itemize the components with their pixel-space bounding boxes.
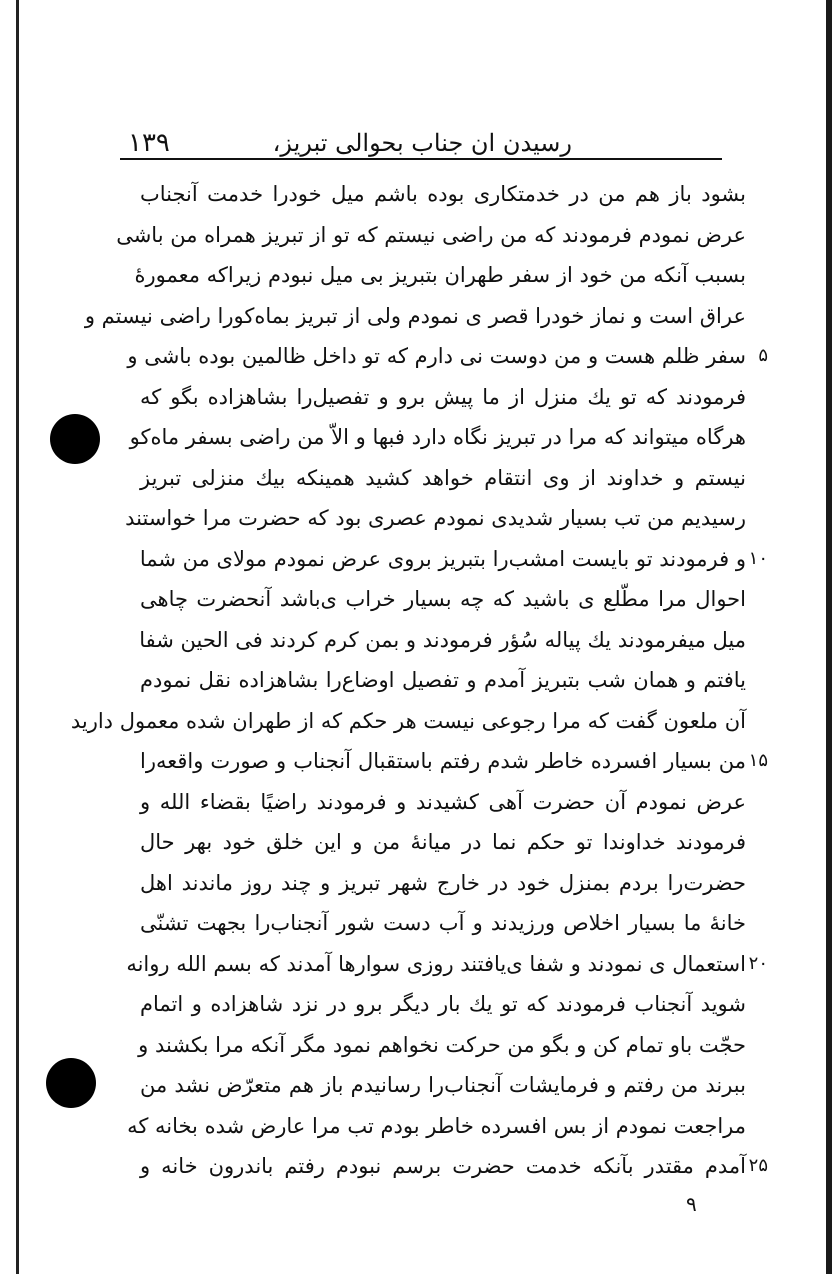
text-line (120, 944, 768, 985)
text-line-content: عرض نمودم فرمودند که من راضی نیستم که تو از تبریز همراه من باشی (116, 222, 746, 247)
text-line (120, 741, 768, 782)
text-line (120, 417, 746, 458)
text-line-content: آن ملعون گفت که مرا رجوعی نیست هر حکم که از طهران شده معمول داريد (70, 708, 746, 733)
text-line-content: حجّت باو تمام کن و بگو من حرکت نخواهم نمود مگر آنکه مرا بکشند و (138, 1032, 746, 1057)
text-line (120, 782, 746, 823)
text-line (84, 296, 746, 337)
text-line (120, 458, 746, 499)
signature-mark: ۹ (686, 1192, 697, 1216)
page-header (120, 126, 722, 162)
text-line-content: آمدم مقتدر بآنکه خدمت حضرت برسم نبودم رفتم باندرون خانه و (140, 1154, 746, 1178)
line-number-marker: ۲۰ (748, 952, 768, 974)
text-line (120, 660, 746, 701)
text-line-content: نیستم و خداوند از وی انتقام خواهد کشید همینکه بیك منزلی تبریز (140, 465, 746, 490)
page-left-edge (16, 0, 19, 1274)
text-line-content: عرض نمودم آن حضرت آهی کشیدند و فرمودند راضیًا بقضاء الله و (140, 789, 746, 814)
text-line (120, 822, 746, 863)
text-line-content: بسبب آنکه من خود از سفر طهران بتبریز بی میل نبودم زیراکه معمورهٔ (134, 263, 746, 287)
text-line-content: هرگاه میتواند که مرا در تبریز نگاه دارد فبها و الاّ من راضی بسفر ماه‌کو (129, 425, 746, 449)
text-line (120, 1065, 746, 1106)
page-number: ۱۳۹ (128, 128, 170, 158)
text-line-content: من بسیار افسرده خاطر شدم رفتم باستقبال آنجناب و صورت واقعه‌را (140, 749, 746, 773)
running-title: رسیدن ان جناب بحوالی تبریز، (272, 129, 572, 157)
text-line-content: خانهٔ ما بسیار اخلاص ورزیدند و آب دست شور آنجناب‌را بجهت تشنّی (140, 911, 746, 935)
text-line-content: رسیدیم من تب بسیار شدیدی نمودم عصری بود که حضرت مرا خواستند (125, 506, 746, 530)
text-line (70, 701, 746, 742)
text-line (120, 539, 768, 580)
text-line-content: یافتم و همان شب بتبریز آمدم و تفصیل اوضاع‌را بشاهزاده نقل نمودم (140, 668, 746, 692)
text-line-content: فرمودند خداوندا تو حکم نما در میانهٔ من و این خلق خود بهر حال (140, 830, 746, 854)
text-line-content: سفر ظلم هست و من دوست نی دارم که تو داخل ظالمین بوده باشی و (127, 344, 746, 368)
text-line (120, 1025, 746, 1066)
text-line-content: حضرت‌را بردم بمنزل خود در خارج شهر تبریز و چند روز ماندند اهل (140, 870, 746, 895)
body-text (70, 174, 768, 1187)
line-number-marker: ۵ (758, 345, 768, 366)
text-line-content: عراق است و نماز خودرا قصر ی نمودم ولی از تبریز بماه‌کورا راضی نیستم و (84, 303, 746, 328)
text-line-content: استعمال ی نمودند و شفا ی‌یافتند روزی سوارها آمدند که بسم الله روانه (126, 951, 746, 976)
line-number-marker: ۱۵ (748, 750, 768, 771)
text-line-content: فرمودند که تو یك منزل از ما پیش برو و تفصیل‌را بشاهزاده بگو که (140, 384, 746, 409)
text-line-content: میل میفرمودند یك پیاله سُؤر فرمودند و بمن کرم کردند فی الحین شفا (139, 627, 746, 652)
line-number-marker: ۲۵ (748, 1155, 768, 1176)
text-line (120, 174, 746, 215)
punch-hole-top (50, 414, 100, 464)
line-number-marker: ۱۰ (748, 547, 768, 569)
text-line (120, 1146, 768, 1187)
text-line (120, 903, 746, 944)
text-line-content: و فرمودند تو بایست امشب‌را بتبریز بروی عرض نمودم مولای من شما (139, 546, 746, 571)
text-line (120, 498, 746, 539)
punch-hole-bottom (46, 1058, 96, 1108)
text-line (116, 215, 746, 256)
text-line (120, 255, 746, 296)
text-line (120, 579, 746, 620)
text-line (120, 377, 746, 418)
text-line-content: احوال مرا مطّلع ی باشید که چه بسیار خراب ی‌باشد آنحضرت چاهی (140, 587, 746, 611)
text-line-content: شوید آنجناب فرمودند که تو یك بار دیگر برو در نزد شاهزاده و اتمام (140, 992, 746, 1016)
text-line (120, 984, 746, 1025)
text-line (120, 620, 746, 661)
text-line-content: بشود باز هم من در خدمتکاری بوده باشم میل خودرا خدمت آنجناب (140, 182, 746, 206)
text-line-content: مراجعت نمودم از بس افسرده خاطر بودم تب مرا عارض شده بخانه که (127, 1113, 746, 1138)
header-rule (120, 158, 722, 160)
page-right-edge (826, 0, 832, 1274)
text-line-content: ببرند من رفتم و فرمایشات آنجناب‌را رسانیدم باز هم متعرّض نشد من (140, 1073, 746, 1097)
text-line (120, 336, 768, 377)
text-line (120, 1106, 746, 1147)
text-line (120, 863, 746, 904)
